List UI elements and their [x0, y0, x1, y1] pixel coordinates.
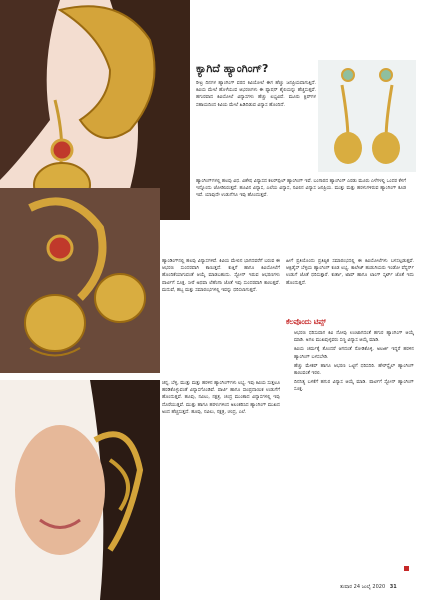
tips-heading: ಕೆಲವೊಂದು ಟಿಪ್ಸ್ [286, 318, 326, 326]
end-mark [404, 566, 409, 571]
photo-earring-pair [318, 60, 416, 172]
article-title: ಕ್ಯಾಗಿದೆ ಹ್ಯಾಂಗಿಂಗ್? [196, 62, 269, 75]
photo-hanging-earrings [0, 188, 160, 373]
column-1-text-continued: ಚಿನ್ನ, ಬೆಳ್ಳಿ, ಮುತ್ತು ಮತ್ತು ಹರಳಿನ ಹ್ಯಾಂಗಿಂಗ್‌ಗಳು ಲಭ್ಯ. ಇವು ಕಿವಿಯ ಸುತ್ತಲೂ ಹರಡಿಕೊಳ್ಳುವಂತೆ ವಿನ್ಯಾಸಗೊಂಡಿವೆ. ಪಾರ್ಟಿ ಹಾಗೂ ಸಾಂಪ್ರದಾಯಿಕ ಉಡುಗೆಗೆ ಹೊಂದುತ್ತವೆ. ಹೂವು, ನವಿಲು, ನಕ್ಷತ್ರ, ಚಂದ್ರ ಮುಂತಾದ ವಿನ್ಯಾಸಗಳಲ್ಲಿ ಇವು ದೊರೆಯುತ್ತವೆ. ಮುತ್ತು ಹಾಗೂ ಹರಳುಗಳಿಂದ ಅಲಂಕರಿಸಿದ ಹ್ಯಾಂಗಿಂಗ್ ಮುಖದ ಅಂದ ಹೆಚ್ಚಿಸುತ್ತದೆ. ಹೂವು, ನವಿಲು, ನಕ್ಷತ್ರ, ಚಂದ್ರ, ಎಲೆ. [162, 381, 280, 415]
highlight-paragraph: ಹ್ಯಾಂಗಿಂಗ್‌ಗಳಲ್ಲಿ ಹಲವು ವಿಧ. ವಿಶೇಷ ವಿನ್ಯಾಸದ ಕಲರ್‌ಫುಲ್ ಹ್ಯಾಂಗಿಂಗ್ ಇವೆ. ಬಂಗಾರದ ಹ್ಯಾಂಗಿಂಗ್ ಎರಡು ಮೂರು ಎಳೆಗಳಲ್ಲಿ ಒಂದರ ಕೆಳಗೆ ಇನ್ನೊಂದು ಜೋಡಿಸಿರುತ್ತವೆ. ಹೂವಿನ ವಿನ್ಯಾಸ, ಎಲೆಯ ವಿನ್ಯಾಸ, ನವಿಲಿನ ವಿನ್ಯಾಸ ಜನಪ್ರಿಯ. ಮುತ್ತು ಮತ್ತು ಹರಳುಗಳಿರುವ ಹ್ಯಾಂಗಿಂಗ್ ಕೂಡ ಇವೆ. ಯಾವುದೇ ಉಡುಗೆಗೂ ಇವು ಹೊಂದುತ್ತವೆ. [196, 179, 406, 199]
photo-gold-ear-hanging [0, 0, 190, 220]
column-2-text: ಹೀಗೆ ಪ್ರತಿಯೊಂದು ಪ್ರತಿಷ್ಠಿತ ಸಮಾರಂಭದಲ್ಲಿ ಈ ಕಿವಿಯೋಲೆಗಳು ಬಳಸಲ್ಪಡುತ್ತವೆ. ಆಕ್ಸಿಡೈಸ್ ಬೆಳ್ಳಿಯ ಹ್ಯಾಂಗಿಂಗ್ ಕೂಡ ಲಭ್ಯ. ಕಾಲೇಜ್ ಹುಡುಗಿಯರು ಇಂಡೋ ವೆಸ್ಟರ್ನ್ ಉಡುಗೆ ಜೊತೆ ಧರಿಸುತ್ತಾರೆ. ಕುರ್ತಾ, ಟಾಪ್ ಹಾಗೂ ಲಾಂಗ್ ಸ್ಕರ್ಟ್ ಜೊತೆ ಇದು ಹೊಂದುತ್ತದೆ. [286, 259, 414, 286]
photo-woman-ear-cuff [0, 380, 160, 600]
column-1-text: ಹ್ಯಾಂಡಿಂಗ್‌ನಲ್ಲಿ ಹಲವು ವಿನ್ಯಾಸಗಳಿವೆ. ಕಿವಿಯ ಮೇಲಿನ ಭಾಗದವರೆಗೆ ಬರುವ ಈ ಆಭರಣ ಸುಂದರವಾಗಿ ಕಾಣುತ್ತದೆ. ಕುತ್ತಿಗೆ ಹಾಗೂ ಕಿವಿಯೋಲೆಗೆ ಹೊಂದಿಕೆಯಾಗುವಂತೆ ಆಯ್ಕೆ ಮಾಡಬಹುದು. ಸ್ಟೋನ್ ಇರುವ ಆಭರಣಗಳು ಪಾರ್ಟಿಗೆ ಸೂಕ್ತ. ಸೀರೆ ಅಥವಾ ಲೆಹೆಂಗಾ ಜೊತೆ ಇವು ಸುಂದರವಾಗಿ ಕಾಣುತ್ತವೆ. ಮದುವೆ, ಹಬ್ಬ ಮತ್ತು ಸಮಾರಂಭಗಳಲ್ಲಿ ಇವನ್ನು ಧರಿಸಲಾಗುತ್ತದೆ. [162, 259, 280, 293]
tip-item: • ಕಿವಿಯ ಚರ್ಮಕ್ಕೆ ತೊಂದರೆ ಆಗದಂತೆ ನೋಡಿಕೊಳ್ಳಿ. ಅಲರ್ಜಿ ಇದ್ದರೆ ಹರಳಿನ ಹ್ಯಾಂಗಿಂಗ್ ಬಳಸಬೇಡಿ. [294, 346, 414, 360]
footer-publication: ತುಷಾರ 24 ಜುಲೈ 2020 [340, 584, 386, 590]
tip-item: • ಹೆಚ್ಚು ಮೇಕಪ್ ಹಾಗೂ ಆಭರಣ ಒಟ್ಟಿಗೆ ಧರಿಸದಿರಿ. ಹೇರ್‌ಸ್ಟೈಲ್ ಹ್ಯಾಂಗಿಂಗ್ ಕಾಣುವಂತೆ ಇರಲಿ. [294, 363, 414, 377]
intro-paragraph: ರೀಟ್ರ ದಿನಗಳ ಹ್ಯಾಂಗಿಂಗ್ ವರದ ಕಿವಿಯೋಲೆ ಈಗ ಹೆಚ್ಚು ಜನಪ್ರಿಯವಾಗುತ್ತಿದೆ. ಕಿವಿಯ ಮೇಲೆ ಹೊಳೆಯುವ ಆಭರಣಗಳು ಈ ಫ್ಯಾಷನ್ ಶೈಲಿಯನ್ನು ಹೆಚ್ಚಿಸುತ್ತವೆ. ಹಗುರವಾದ ಕಿವಿಯೋಲೆ ವಿನ್ಯಾಸಗಳು ಹೆಚ್ಚು ಲಭ್ಯವಿವೆ. ಮೂರು ಕ್ಲಿಪ್‌ಗಳ ಸಹಾಯದಿಂದ ಕಿವಿಯ ಮೇಲೆ ಹಿಡಿದಿಡುವ ವಿನ್ಯಾಸ ಹೊಂದಿದೆ. [196, 81, 316, 108]
tip-item: • ದಿನನಿತ್ಯ ಬಳಕೆಗೆ ಹಗುರ ವಿನ್ಯಾಸ ಆಯ್ಕೆ ಮಾಡಿ. ಪಾರ್ಟಿಗೆ ಸ್ಟೋನ್ ಹ್ಯಾಂಗಿಂಗ್ ಸೂಕ್ತ. [294, 379, 414, 393]
page-number: 31 [389, 584, 397, 590]
tip-item: • ಆಭರಣ ಧರಿಸುವಾಗ ಕಿವಿ ನೋವು ಉಂಟಾಗದಂತೆ ಹಗುರ ಹ್ಯಾಂಗಿಂಗ್ ಆಯ್ಕೆ ಮಾಡಿ. ಅಗಲ ಮುಖವುಳ್ಳವರು ಸಣ್ಣ ವಿನ್ಯಾಸ ಆಯ್ಕೆ ಮಾಡಿ. [294, 330, 414, 344]
page-footer [340, 584, 397, 590]
tips-list [286, 330, 414, 560]
